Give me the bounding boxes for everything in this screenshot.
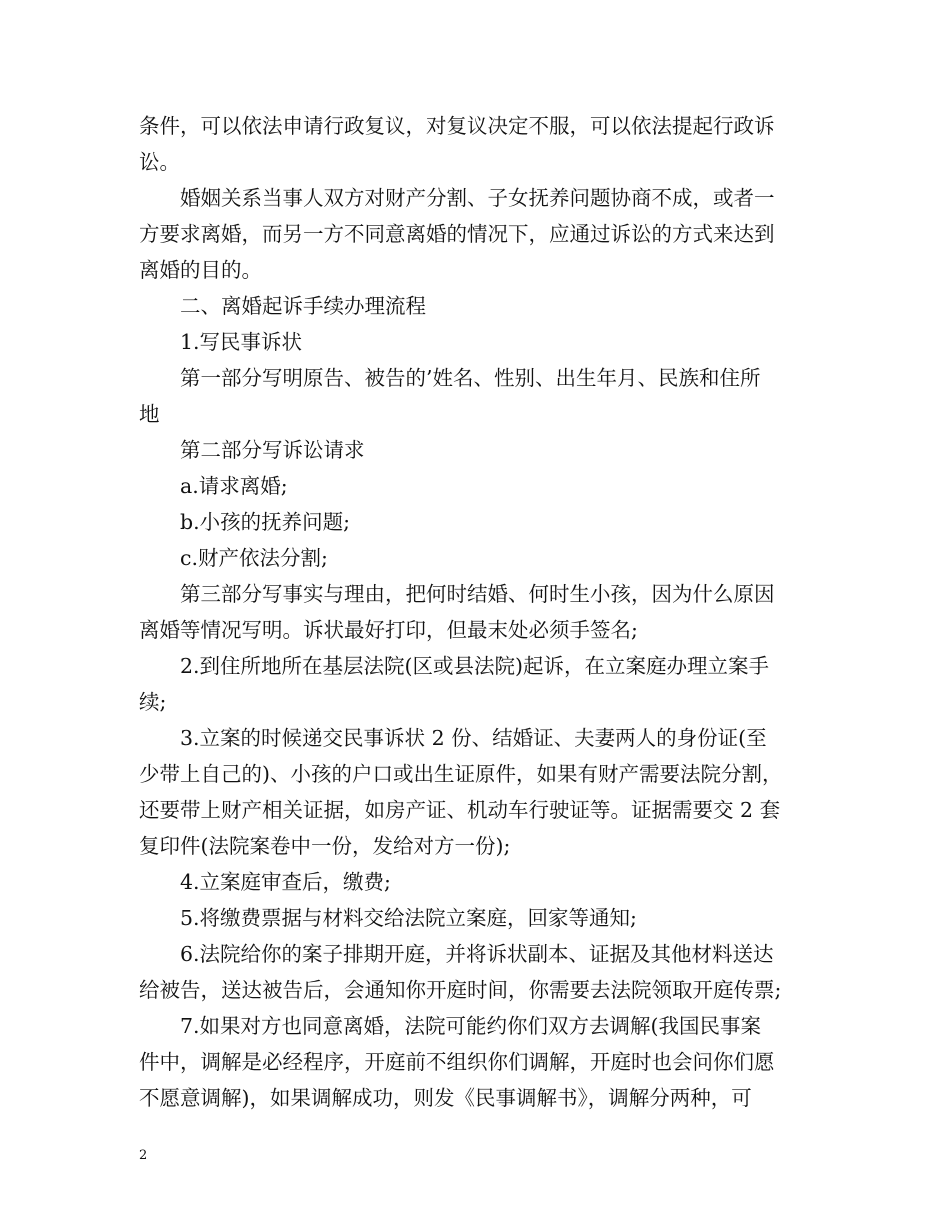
paragraph (139, 936, 815, 1008)
text-line: 7.如果对方也同意离婚，法院可能约你们双方去调解(我国民事案 (180, 1014, 762, 1038)
text-line: 复印件(法院案卷中一份，发给对方一份); (139, 834, 511, 858)
paragraph (139, 1008, 815, 1116)
paragraph (139, 540, 815, 576)
text-line: 离婚的目的。 (139, 258, 262, 282)
paragraph (139, 360, 815, 432)
text-line: 方要求离婚，而另一方不同意离婚的情况下，应通过诉讼的方式来达到 (139, 222, 775, 246)
text-line: 离婚等情况写明。诉状最好打印，但最末处必须手签名; (139, 618, 638, 642)
text-line: 第一部分写明原告、被告的’姓名、性别、出生年月、民族和住所 (180, 366, 761, 390)
document-body (139, 108, 815, 1116)
text-line: 第二部分写诉讼请求 (180, 438, 365, 462)
paragraph (139, 288, 815, 324)
text-line: 2.到住所地所在基层法院(区或县法院)起诉，在立案庭办理立案手 (180, 654, 770, 678)
text-line: 条件，可以依法申请行政复议，对复议决定不服，可以依法提起行政诉 (139, 114, 775, 138)
text-line: 第三部分写事实与理由，把何时结婚、何时生小孩，因为什么原因 (180, 582, 775, 606)
paragraph (139, 648, 815, 720)
text-line: c.财产依法分割; (180, 546, 328, 570)
text-line: 件中，调解是必经程序，开庭前不组织你们调解，开庭时也会问你们愿 (139, 1050, 775, 1074)
paragraph (139, 720, 815, 864)
text-line: 1.写民事诉状 (180, 330, 303, 354)
page-number: 2 (139, 1148, 148, 1163)
text-line: 少带上自己的)、小孩的户口或出生证原件，如果有财产需要法院分割， (139, 762, 783, 786)
paragraph (139, 576, 815, 648)
paragraph (139, 324, 815, 360)
paragraph (139, 900, 815, 936)
text-line: 婚姻关系当事人双方对财产分割、子女抚养问题协商不成，或者一 (180, 186, 775, 210)
text-line: 6.法院给你的案子排期开庭，并将诉状副本、证据及其他材料送达 (180, 942, 774, 966)
text-line: 给被告，送达被告后，会通知你开庭时间，你需要去法院领取开庭传票; (139, 978, 782, 1002)
text-line: 3.立案的时候递交民事诉状 2 份、结婚证、夫妻两人的身份证(至 (180, 726, 767, 750)
text-line: 不愿意调解)，如果调解成功，则发《民事调解书》，调解分两种，可 (139, 1086, 752, 1110)
paragraph (139, 504, 815, 540)
text-line: 5.将缴费票据与材料交给法院立案庭，回家等通知; (180, 906, 637, 930)
text-line: 还要带上财产相关证据，如房产证、机动车行驶证等。证据需要交 2 套 (139, 798, 781, 822)
text-line: a.请求离婚; (180, 474, 288, 498)
text-line: 地 (139, 402, 160, 426)
paragraph (139, 468, 815, 504)
paragraph (139, 108, 815, 180)
text-line: 二、离婚起诉手续办理流程 (180, 294, 426, 318)
text-line: 讼。 (139, 150, 180, 174)
text-line: 续; (139, 690, 167, 714)
paragraph (139, 432, 815, 468)
paragraph (139, 864, 815, 900)
text-line: b.小孩的抚养问题; (180, 510, 351, 534)
text-line: 4.立案庭审查后，缴费; (180, 870, 391, 894)
paragraph (139, 180, 815, 288)
